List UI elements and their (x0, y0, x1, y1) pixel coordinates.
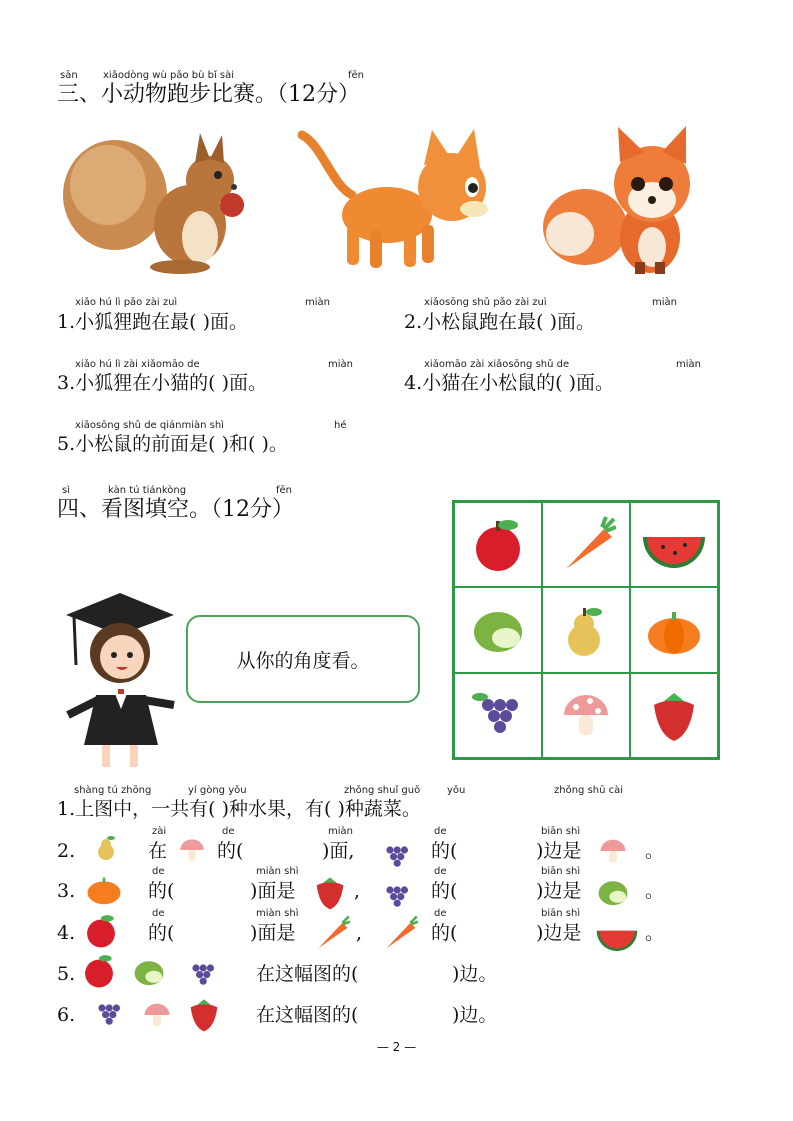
pinyin: xiǎodòng wù pǎo bù bǐ sài (103, 70, 235, 81)
text: 的( (431, 922, 458, 944)
watermelon-icon (639, 515, 709, 575)
grid-cell-carrot (542, 502, 630, 587)
text: 的( (148, 880, 175, 902)
text: 在这幅图的( (256, 1004, 359, 1026)
pinyin: xiǎosōng shǔ pǎo zài zuì (424, 297, 547, 308)
question-3-4: 4.小猫在小松鼠的( )面。 (404, 372, 614, 394)
cabbage-icon (130, 954, 168, 990)
pinyin: hé (334, 420, 347, 431)
text: )边是 (536, 840, 582, 862)
text: , (356, 922, 363, 944)
grid-cell-cabbage (454, 587, 542, 672)
pinyin: de (434, 866, 447, 877)
text: 在这幅图的( (256, 963, 359, 985)
pear-icon (556, 600, 616, 660)
mushroom-icon (176, 834, 208, 866)
pinyin: miàn (305, 297, 330, 308)
pinyin: sì (62, 485, 70, 496)
cabbage-icon (594, 874, 632, 910)
pinyin: miàn (328, 359, 353, 370)
grid-cell-mushroom (542, 673, 630, 758)
pinyin: de (434, 908, 447, 919)
text: 。 (645, 840, 665, 862)
pinyin: de (152, 908, 165, 919)
pinyin: sān (60, 70, 78, 81)
pinyin: kàn tú tiánkòng (108, 485, 187, 496)
cat-image (292, 125, 502, 275)
page-number: — 2 — (376, 1040, 417, 1054)
grapes-icon (468, 685, 528, 745)
grid-cell-strawberry (630, 673, 718, 758)
apple-icon (80, 952, 118, 990)
pinyin: biān shì (541, 908, 581, 919)
pinyin: biān shì (541, 866, 581, 877)
graduate-girl-image (58, 585, 188, 775)
pumpkin-icon (82, 870, 126, 908)
fox-image (540, 122, 725, 277)
grapes-icon (376, 838, 416, 874)
strawberry-icon (182, 994, 226, 1034)
pinyin: de (222, 826, 235, 837)
fruit-vegetable-grid (452, 500, 720, 760)
mushroom-icon (140, 998, 174, 1032)
text: 的( (148, 922, 175, 944)
text: )面是 (250, 922, 296, 944)
pinyin: miàn (328, 826, 353, 837)
pinyin: de (152, 866, 165, 877)
pear-icon (92, 830, 122, 864)
pinyin: zhǒng shuǐ guǒ (344, 785, 421, 796)
pinyin: zài (152, 826, 167, 837)
grid-cell-pear (542, 587, 630, 672)
question-number: 3. (57, 880, 76, 902)
pinyin: fēn (348, 70, 365, 81)
grid-cell-apple (454, 502, 542, 587)
question-4-1: 1.上图中，一共有( )种水果，有( )种蔬菜。 (57, 798, 421, 820)
text: )边是 (536, 922, 582, 944)
pinyin: biān shì (541, 826, 581, 837)
pinyin: xiǎo hú lì zài xiǎomāo de (75, 359, 200, 370)
watermelon-icon (594, 916, 640, 956)
text: 的( (431, 880, 458, 902)
text: 的( (431, 840, 458, 862)
carrot-icon (312, 914, 350, 952)
mushroom-icon (596, 834, 630, 868)
grapes-icon (180, 956, 224, 992)
pinyin: xiǎo hú lì pǎo zài zuì (75, 297, 178, 308)
text: 。 (645, 880, 665, 902)
speech-bubble (186, 615, 420, 703)
text: )面, (322, 840, 355, 862)
question-number: 4. (57, 922, 76, 944)
pinyin: zhǒng shū cài (554, 785, 624, 796)
grid-cell-watermelon (630, 502, 718, 587)
pinyin: shàng tú zhōng (74, 785, 152, 796)
text: )边。 (452, 1004, 498, 1026)
section-4-title: 四、看图填空。（12分） (57, 497, 294, 522)
text: 在 (148, 840, 168, 862)
question-3-5: 5.小松鼠的前面是( )和( )。 (57, 433, 288, 455)
pinyin: miàn (676, 359, 701, 370)
text: )边是 (536, 880, 582, 902)
grapes-icon (86, 996, 130, 1032)
pinyin: fēn (276, 485, 293, 496)
question-3-1: 1.小狐狸跑在最( )面。 (57, 311, 248, 333)
question-number: 2. (57, 840, 76, 862)
text: 的( (217, 840, 244, 862)
pinyin: xiǎosōng shǔ de qiánmiàn shì (75, 420, 224, 431)
text: , (354, 880, 361, 902)
carrot-icon (380, 914, 418, 952)
squirrel-image (60, 125, 255, 275)
strawberry-icon (644, 685, 704, 745)
apple-icon (82, 912, 120, 950)
grapes-icon (376, 878, 416, 914)
question-3-2: 2.小松鼠跑在最( )面。 (404, 311, 595, 333)
text: )边。 (452, 963, 498, 985)
speech-bubble-text: 从你的角度看。 (236, 649, 370, 672)
strawberry-icon (308, 872, 352, 912)
text: )面是 (250, 880, 296, 902)
section-3-title: 三、小动物跑步比赛。（12分） (57, 82, 360, 107)
pinyin: yǒu (447, 785, 466, 796)
grid-cell-grapes (454, 673, 542, 758)
mushroom-icon (556, 685, 616, 745)
question-3-3: 3.小狐狸在小猫的( )面。 (57, 372, 267, 394)
pinyin: miàn (652, 297, 677, 308)
question-number: 6. (57, 1004, 76, 1026)
apple-icon (468, 515, 528, 575)
pinyin: yí gòng yǒu (188, 785, 247, 796)
carrot-icon (556, 515, 616, 575)
grid-cell-pumpkin (630, 587, 718, 672)
pinyin: miàn shì (256, 908, 299, 919)
cabbage-icon (468, 600, 528, 660)
pumpkin-icon (644, 600, 704, 660)
text: 。 (645, 922, 665, 944)
pinyin: xiǎomāo zài xiǎosōng shǔ de (424, 359, 570, 370)
question-number: 5. (57, 963, 76, 985)
pinyin: miàn shì (256, 866, 299, 877)
pinyin: de (434, 826, 447, 837)
